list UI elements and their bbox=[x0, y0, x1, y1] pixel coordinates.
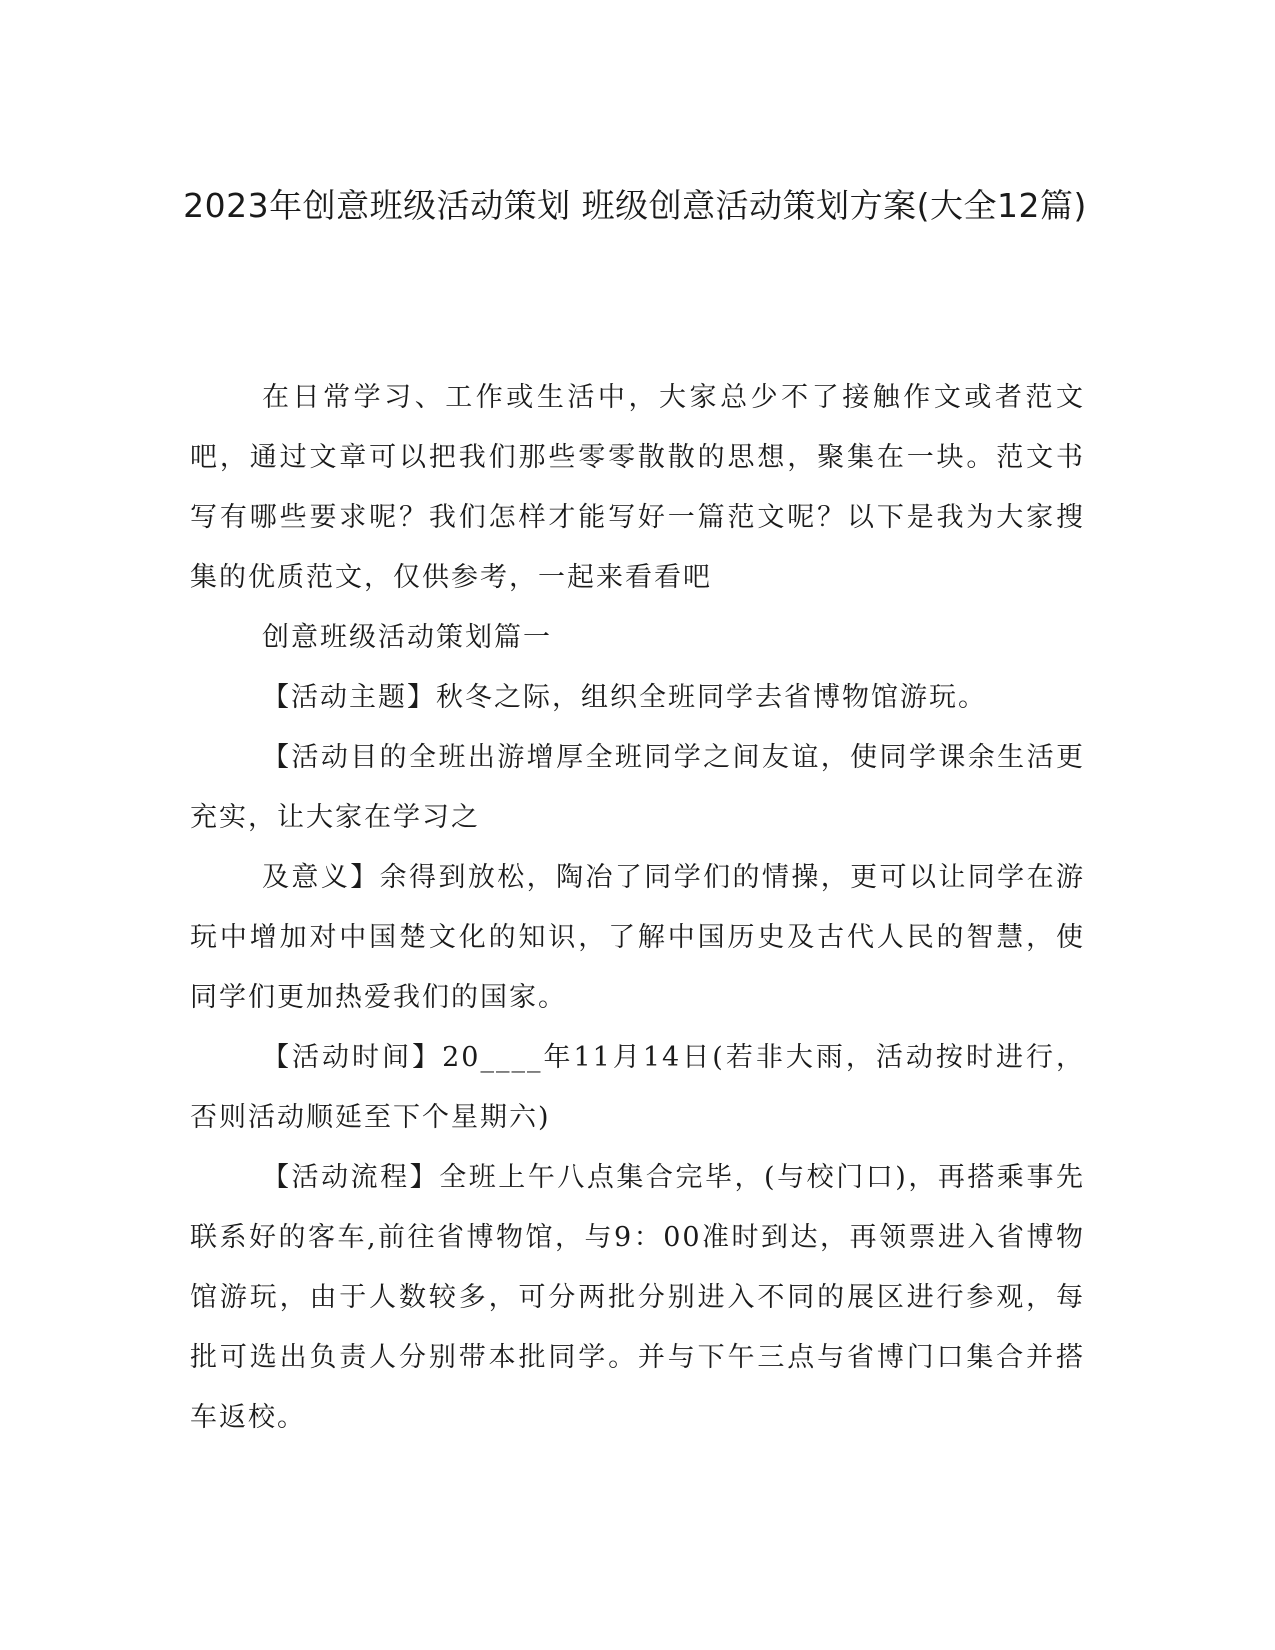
intro-paragraph: 在日常学习、工作或生活中，大家总少不了接触作文或者范文吧，通过文章可以把我们那些零零散散的思想，聚集在一块。范文书写有哪些要求呢？我们怎样才能写好一篇范文呢？以下是我为大家搜集的优质范文，仅供参考，一起来看看吧 bbox=[190, 382, 1085, 593]
document-body bbox=[190, 368, 1085, 1448]
activity-process-paragraph: 【活动流程】全班上午八点集合完毕，(与校门口)，再搭乘事先联系好的客车,前往省博物馆，与9：00准时到达，再领票进入省博物馆游玩，由于人数较多，可分两批分别进入不同的展区进行参观，每批可选出负责人分别带本批同学。并与下午三点与省博门口集合并搭车返校。 bbox=[190, 1162, 1085, 1433]
section-heading: 创意班级活动策划篇一 bbox=[262, 622, 552, 653]
activity-time-paragraph: 【活动时间】20____年11月14日(若非大雨，活动按时进行，否则活动顺延至下个星期六) bbox=[190, 1042, 1085, 1133]
activity-purpose-paragraph: 【活动目的全班出游增厚全班同学之间友谊，使同学课余生活更充实，让大家在学习之 bbox=[190, 742, 1085, 833]
activity-theme-paragraph: 【活动主题】秋冬之际，组织全班同学去省博物馆游玩。 bbox=[262, 682, 987, 713]
document-title: 2023年创意班级活动策划 班级创意活动策划方案(大全12篇) bbox=[183, 186, 1087, 225]
activity-significance-paragraph: 及意义】余得到放松，陶冶了同学们的情操，更可以让同学在游玩中增加对中国楚文化的知识，了解中国历史及古代人民的智慧，使同学们更加热爱我们的国家。 bbox=[190, 862, 1085, 1013]
